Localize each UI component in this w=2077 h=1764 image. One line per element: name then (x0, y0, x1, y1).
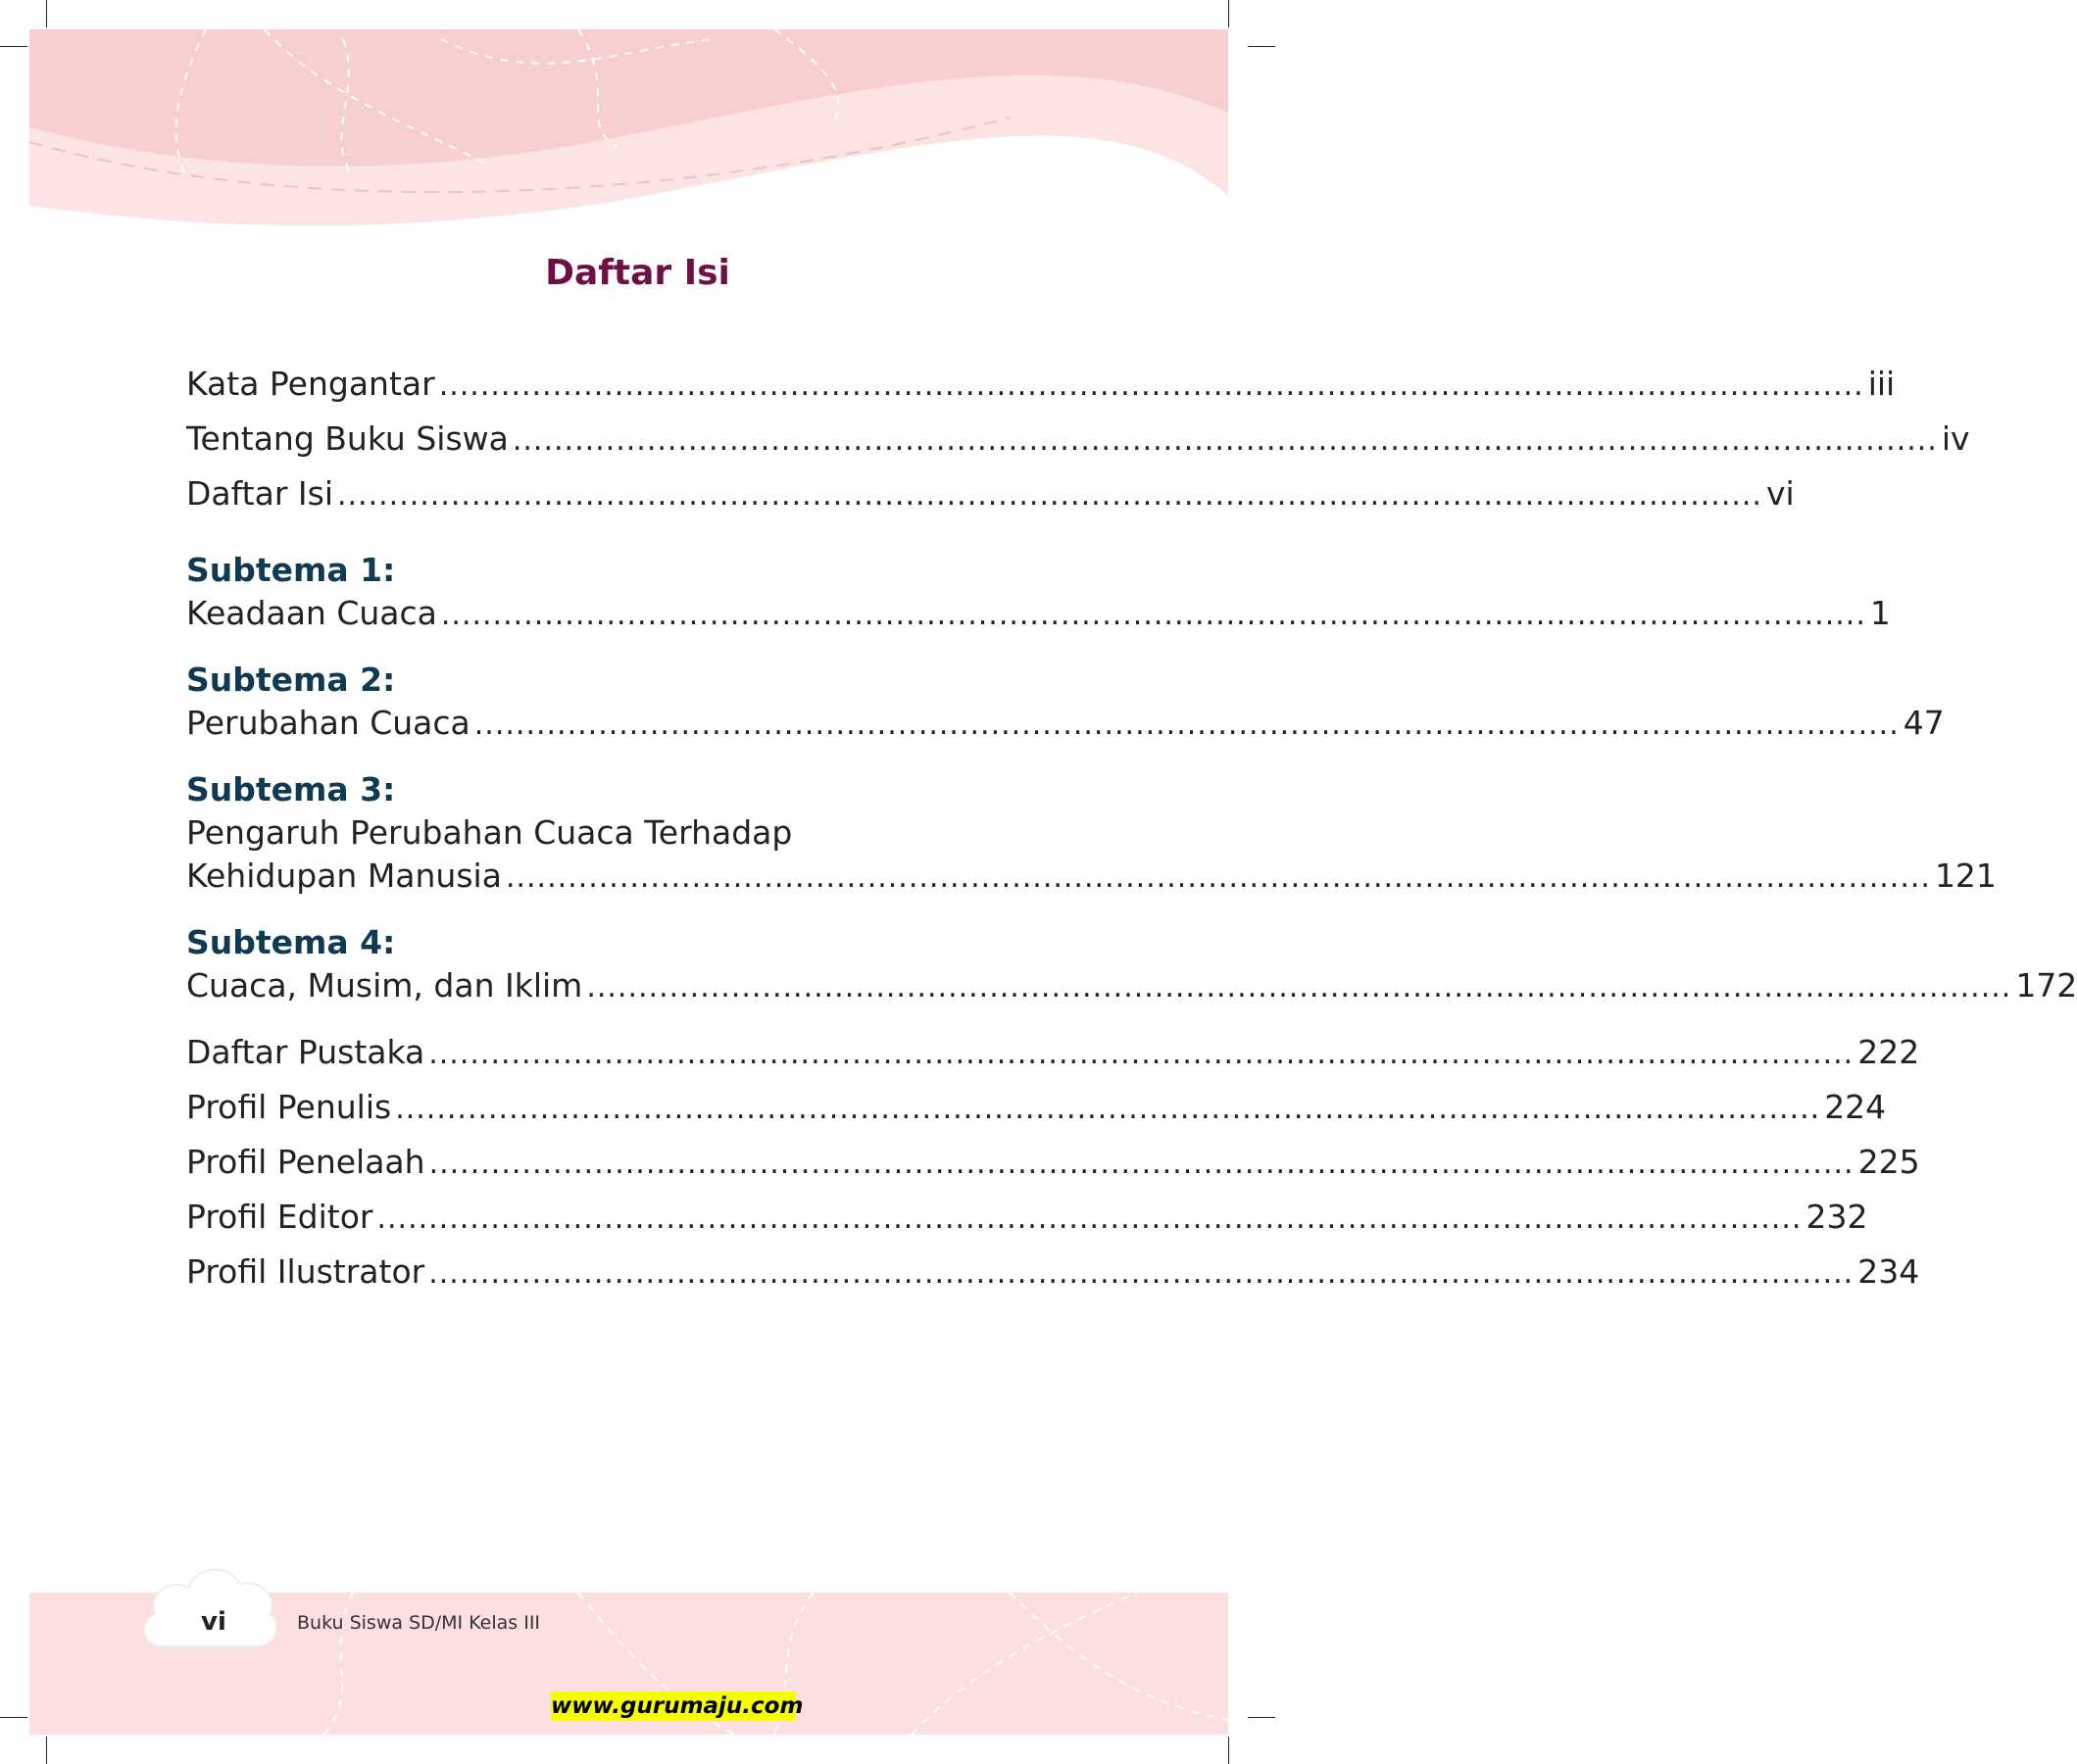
website-link[interactable]: www.gurumaju.com (551, 1693, 804, 1719)
subtheme-heading: Subtema 4: (186, 923, 396, 961)
toc-entry-label: Daftar Isi (186, 474, 333, 513)
toc-entry (186, 964, 2077, 1007)
leader-dots: .......................................................................................................................................... (512, 423, 1938, 458)
leader-dots: .......................................................................................................................................... (428, 1037, 1854, 1071)
toc-entry-page: 1 (1869, 594, 1891, 632)
toc-entry-label: Profil Penulis (186, 1088, 392, 1126)
toc-entry (186, 1196, 1868, 1239)
leader-dots: .......................................................................................................................................... (438, 368, 1864, 403)
toc-entry-page: vi (1765, 474, 1795, 513)
crop-mark (0, 46, 27, 47)
subtheme-heading: Subtema 1: (186, 551, 396, 589)
toc-entry-page: 222 (1857, 1033, 1920, 1071)
footer-book-title: Buku Siswa SD/MI Kelas III (297, 1612, 541, 1634)
toc-entry-label: Tentang Buku Siswa (186, 419, 509, 458)
toc-entry-label: Daftar Pustaka (186, 1033, 425, 1071)
leader-dots: .......................................................................................................................................... (428, 1256, 1854, 1291)
toc-entry (186, 855, 1997, 898)
crop-mark (0, 1717, 27, 1718)
toc-entry-label: Profil Penelaah (186, 1143, 425, 1181)
toc-entry-page: iv (1941, 419, 1970, 458)
leader-dots: .......................................................................................................................................... (336, 478, 1762, 513)
toc-entry-label-line: Pengaruh Perubahan Cuaca Terhadap (186, 813, 793, 852)
toc-entry (186, 1031, 1920, 1074)
crop-mark (46, 1737, 47, 1764)
header-decoration (29, 29, 1228, 255)
toc-entry-label: Perubahan Cuaca (186, 704, 470, 742)
toc-entry-page: 232 (1805, 1198, 1868, 1236)
toc-entry-label: Kehidupan Manusia (186, 857, 502, 895)
leader-dots: .......................................................................................................................................... (586, 970, 2012, 1004)
toc-entry-page: 172 (2015, 966, 2077, 1004)
toc-entry (186, 702, 1945, 745)
toc-entry (186, 1141, 1920, 1184)
crop-mark (46, 0, 47, 27)
leader-dots: .......................................................................................................................................... (395, 1092, 1821, 1126)
toc-entry (186, 1250, 1920, 1294)
toc-entry (186, 472, 1795, 515)
toc-entry (186, 592, 1891, 635)
toc-entry-label: Kata Pengantar (186, 365, 435, 403)
leader-dots: .......................................................................................................................................... (505, 860, 1931, 895)
crop-mark (1228, 1737, 1229, 1764)
toc-entry-label: Cuaca, Musim, dan Iklim (186, 966, 583, 1004)
leader-dots: .......................................................................................................................................... (376, 1201, 1803, 1236)
toc-entry-page: 224 (1824, 1088, 1887, 1126)
crop-mark (1228, 0, 1229, 27)
page-number: vi (201, 1607, 226, 1637)
crop-mark (1248, 46, 1275, 47)
toc-entry-page: 121 (1934, 857, 1997, 895)
toc-entry-label: Profil Ilustrator (186, 1252, 425, 1291)
leader-dots: .......................................................................................................................................... (473, 708, 1900, 742)
toc-entry (186, 1086, 1887, 1129)
toc-entry-label: Keadaan Cuaca (186, 594, 437, 632)
page-title: Daftar Isi (545, 253, 730, 293)
toc-entry-page: iii (1867, 365, 1896, 403)
toc-entry (186, 363, 1896, 406)
crop-mark (1248, 1717, 1275, 1718)
toc-entry (186, 417, 1970, 461)
toc-entry-page: 234 (1857, 1252, 1920, 1291)
table-of-contents (186, 363, 2077, 1294)
toc-entry-page: 225 (1857, 1143, 1920, 1181)
leader-dots: .......................................................................................................................................... (428, 1147, 1854, 1181)
leader-dots: .......................................................................................................................................... (440, 598, 1866, 632)
subtheme-heading: Subtema 2: (186, 661, 396, 699)
subtheme-heading: Subtema 3: (186, 770, 396, 808)
toc-entry-page: 47 (1903, 704, 1945, 742)
toc-entry-label: Profil Editor (186, 1198, 373, 1236)
